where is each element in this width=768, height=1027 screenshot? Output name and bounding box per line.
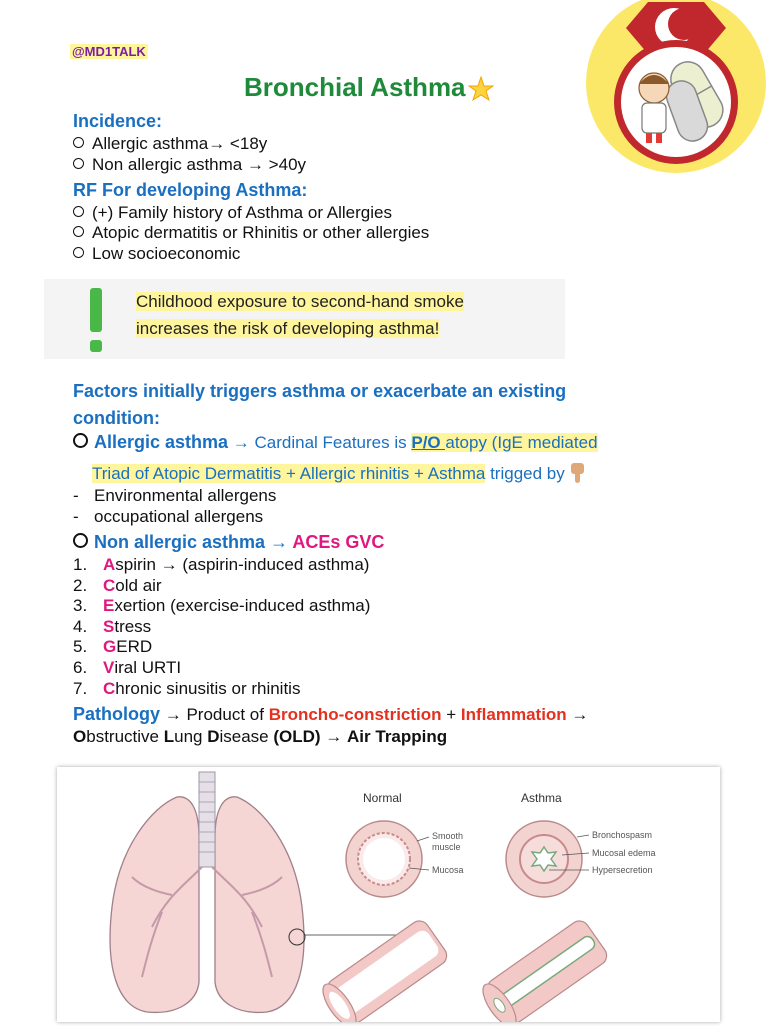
list-item: Non allergic asthma → >40y <box>73 155 306 175</box>
old-line: Obstructive Lung Disease (OLD) → Air Trapping <box>73 727 448 746</box>
dash-item: - occupational allergens <box>73 507 264 526</box>
circle-bullet-icon <box>73 533 88 548</box>
title-text: Bronchial Asthma <box>244 72 466 102</box>
numbered-item: 5. GERD <box>73 637 153 656</box>
list-item: Allergic asthma→ <18y <box>73 134 267 154</box>
normal-label: Normal <box>363 791 402 805</box>
numbered-item: 7. Chronic sinusitis or rhinitis <box>73 679 301 698</box>
asthma-label: Asthma <box>521 791 562 805</box>
callout-text: Childhood exposure to second-hand smoke increases the risk of developing asthma! <box>136 292 464 338</box>
star-icon <box>468 76 494 102</box>
smooth-muscle-label-2: muscle <box>432 842 461 852</box>
numbered-item: 3. Exertion (exercise-induced asthma) <box>73 596 371 615</box>
md1talk-logo <box>584 0 768 184</box>
pathology-line: Pathology → Product of Broncho-constriction + Inflammation → <box>73 704 589 724</box>
hypersecretion-label: Hypersecretion <box>592 865 653 875</box>
allergic-asthma-line: Allergic asthma → Cardinal Features is P/O atopy (IgE mediated <box>73 432 598 453</box>
smooth-muscle-label: Smooth <box>432 831 464 841</box>
list-item: (+) Family history of Asthma or Allergies <box>73 203 392 223</box>
numbered-item: 4. Stress <box>73 617 152 636</box>
circle-bullet-icon <box>73 137 84 148</box>
triad-line: Triad of Atopic Dermatitis + Allergic rhinitis + Asthma trigged by <box>92 462 587 484</box>
numbered-item: 2. Cold air <box>73 576 162 595</box>
numbered-item: 1. Aspirin → (aspirin-induced asthma) <box>73 555 370 574</box>
channel-handle: @MD1TALK <box>72 44 146 59</box>
circle-bullet-icon <box>73 206 84 217</box>
circle-bullet-icon <box>73 433 88 448</box>
circle-bullet-icon <box>73 247 84 258</box>
exclamation-icon <box>86 286 106 356</box>
mucosal-edema-label: Mucosal edema <box>592 848 656 858</box>
page-title <box>244 72 494 103</box>
factors-heading: Factors initially triggers asthma or exacerbate an existing condition: <box>73 381 567 428</box>
circle-bullet-icon <box>73 226 84 237</box>
nonallergic-asthma-line: Non allergic asthma → ACEs GVC <box>73 532 384 553</box>
rf-heading: RF For developing Asthma: <box>73 180 308 200</box>
pointing-down-hand-icon <box>569 462 587 484</box>
list-item: Low socioeconomic <box>73 244 240 264</box>
dash-item: - Environmental allergens <box>73 486 277 505</box>
lung-airway-diagram <box>57 767 720 1022</box>
list-item: Atopic dermatitis or Rhinitis or other allergies <box>73 223 429 243</box>
bronchospasm-label: Bronchospasm <box>592 830 653 840</box>
mucosa-label: Mucosa <box>432 865 464 875</box>
circle-bullet-icon <box>73 158 84 169</box>
incidence-heading: Incidence: <box>73 111 163 131</box>
asthma-illustration <box>57 767 720 1022</box>
numbered-item: 6. Viral URTI <box>73 658 182 677</box>
